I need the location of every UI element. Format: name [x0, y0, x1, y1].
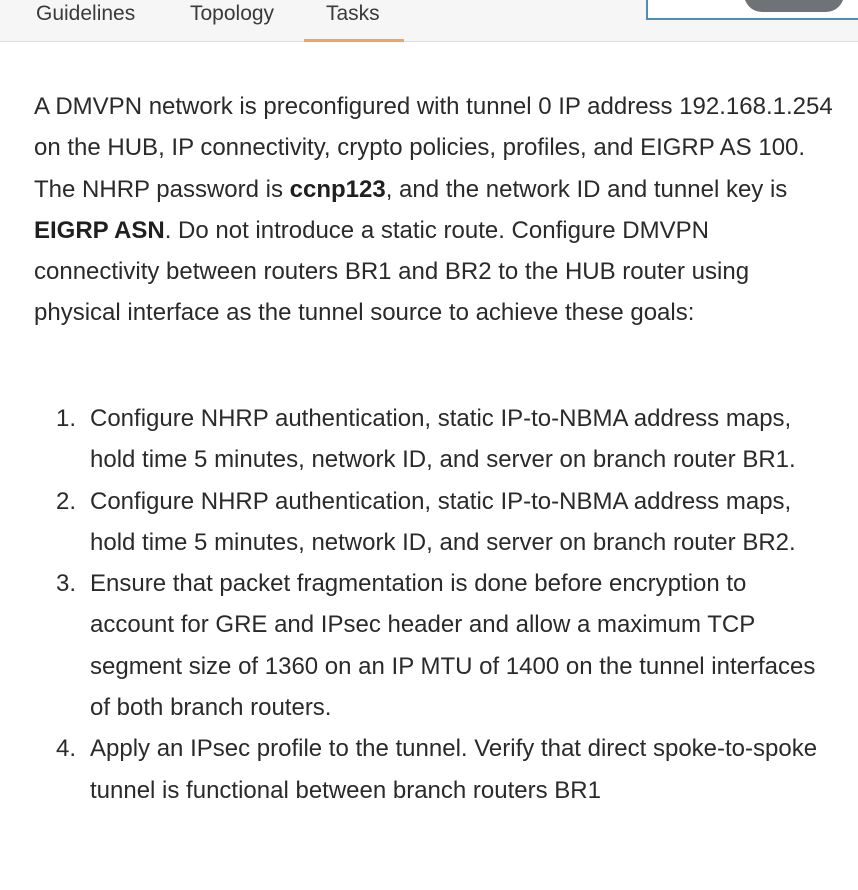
list-item [56, 481, 836, 564]
list-item [56, 563, 836, 728]
task-number: 3. [56, 570, 77, 598]
task-list [56, 398, 836, 811]
task-text: Configure NHRP authentication, static IP-to-NBMA address maps, hold time 5 minutes, network ID, and server on branch router BR1. [90, 405, 796, 474]
intro-text-3: . Do not introduce a static route. Configure DMVPN connectivity between routers BR1 and BR2 to the HUB router using physical interface as the tunnel source to achieve these goals: [34, 216, 750, 327]
tab-guidelines[interactable]: Guidelines [36, 2, 136, 25]
tab-topology[interactable]: Topology [190, 2, 275, 25]
task-text: Ensure that packet fragmentation is done before encryption to account for GRE and IPsec header and allow a maximum TCP segment size of 1360 on an IP MTU of 1400 on the tunnel interfaces of both branch routers. [90, 570, 816, 722]
nhrp-password: ccnp123 [289, 175, 386, 203]
task-text: Configure NHRP authentication, static IP-to-NBMA address maps, hold time 5 minutes, network ID, and server on branch router BR2. [90, 487, 796, 556]
intro-text-1: A DMVPN network is preconfigured with tunnel 0 IP address 192.168.1.254 on the HUB, IP connectivity, crypto policies, profiles, and EIGRP AS 100. The NHRP password is [34, 93, 833, 203]
tab-bar [0, 0, 858, 42]
active-tab-indicator [304, 39, 404, 42]
intro-text-2: , and the network ID and tunnel key is [385, 175, 788, 203]
list-item [56, 398, 836, 481]
avatar [744, 0, 844, 12]
network-id: EIGRP ASN [34, 216, 165, 244]
task-number: 2. [56, 487, 77, 515]
task-number: 4. [56, 735, 77, 763]
task-number: 1. [56, 405, 77, 432]
task-description [34, 86, 834, 334]
task-text: Apply an IPsec profile to the tunnel. Verify that direct spoke-to-spoke tunnel is functional between branch routers BR1 [90, 735, 818, 804]
tab-tasks[interactable]: Tasks [326, 2, 380, 25]
intro-paragraph [34, 86, 834, 334]
list-item [56, 728, 836, 811]
